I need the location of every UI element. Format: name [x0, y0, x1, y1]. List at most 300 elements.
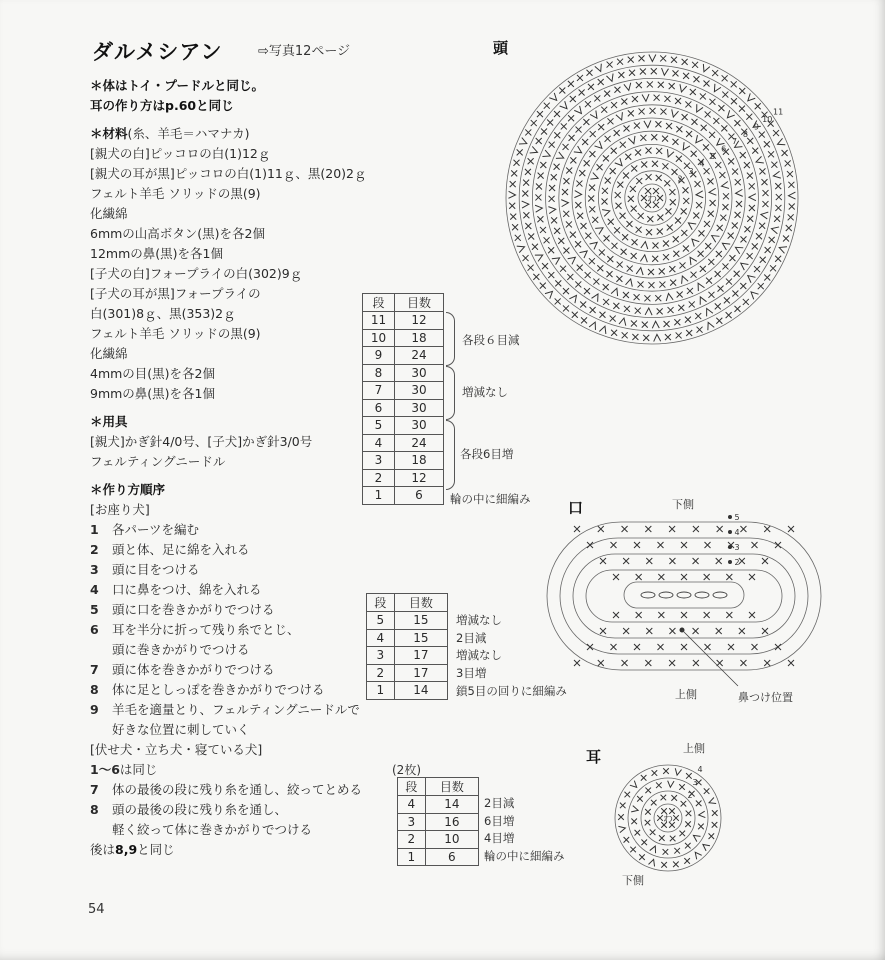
stitch-x: [514, 160, 520, 166]
stitch-x: [634, 123, 640, 129]
materials-item: フェルト羊毛 ソリッドの黒(9): [90, 186, 261, 201]
stitch-x: [559, 88, 565, 94]
table-row-note: 輪の中に細編み: [484, 849, 565, 864]
stitch-x: [536, 138, 542, 144]
stitch-v: [695, 852, 701, 859]
stitch-x: [771, 162, 777, 168]
round-line: [547, 522, 821, 670]
stitch-x: [592, 217, 598, 223]
round-number: 4: [734, 528, 740, 537]
table-row: [398, 813, 479, 831]
stitch-v: [649, 54, 656, 61]
stitch-x: [679, 831, 685, 837]
stitch-v: [652, 321, 659, 328]
stitch-x: [660, 109, 666, 115]
stitch-v: [590, 242, 598, 249]
row-number: 2: [363, 469, 395, 487]
stitch-x: [584, 288, 590, 294]
stitch-v: [707, 309, 713, 317]
materials-item: 化繊綿: [90, 346, 128, 361]
table-row-note: 2目減: [456, 630, 487, 645]
stitch-v: [592, 294, 598, 302]
round-number: 2: [734, 558, 740, 567]
materials-heading-note: (糸、羊毛＝ハマナカ): [127, 126, 250, 141]
table-row-note: 4目増: [484, 831, 515, 846]
stitch-x: [788, 214, 794, 220]
stitch-x: [685, 821, 691, 827]
stitch-x: [773, 130, 779, 136]
table-row: [363, 434, 444, 452]
stitch-x: [681, 801, 687, 807]
chain-stitch: [713, 592, 727, 598]
stitch-v: [654, 334, 661, 341]
row-number: 5: [367, 612, 395, 630]
stitch-x: [598, 79, 604, 85]
stitch-x: [713, 118, 719, 124]
stitch-v: [628, 136, 635, 144]
stitch-x: [544, 237, 550, 243]
stitch-v: [641, 242, 648, 249]
stitch-x: [624, 837, 630, 843]
step-text: 頭に口を巻きかがりでつける: [112, 602, 275, 617]
stitch-v: [642, 94, 649, 101]
stitch-v: [777, 138, 785, 144]
round-number: 10: [762, 114, 773, 124]
stitch-x: [740, 526, 746, 532]
stitch-x: [693, 212, 699, 218]
stitch-x: [646, 558, 652, 564]
stitch-x: [744, 226, 750, 232]
stitch-v: [709, 188, 716, 195]
stitch-x: [669, 660, 675, 666]
stitch-x: [708, 211, 714, 217]
step-number: 5: [90, 602, 99, 617]
stitch-x: [644, 295, 650, 301]
stitch-x: [652, 770, 658, 776]
stitch-x: [679, 262, 685, 268]
stitch-x: [683, 187, 689, 193]
stitch-x: [554, 111, 560, 117]
stitch-x: [693, 628, 699, 634]
stitch-x: [729, 255, 735, 261]
step-text: は同じ: [119, 762, 158, 777]
stitch-x: [672, 70, 678, 76]
stitch-x: [576, 181, 582, 187]
table-row: [363, 417, 444, 435]
stitch-x: [611, 148, 617, 154]
stitch-v: [594, 141, 601, 148]
stitch-x: [770, 265, 776, 271]
stitch-x: [719, 172, 725, 178]
stitch-x: [523, 255, 529, 261]
stitch-x: [732, 222, 738, 228]
stitch-v: [683, 142, 690, 150]
stitch-x: [705, 243, 711, 249]
stitch-x: [747, 138, 753, 144]
stitch-x: [631, 166, 637, 172]
stitch-x: [735, 179, 741, 185]
stitch-count: 18: [394, 452, 443, 470]
stitch-x: [646, 628, 652, 634]
stitch-count: 30: [394, 417, 443, 435]
mouth-stitch-table: [366, 593, 448, 700]
stitch-v: [618, 826, 625, 832]
round-line: [560, 538, 808, 654]
stitch-x: [762, 201, 768, 207]
stitch-v: [727, 110, 734, 117]
stitch-count: 30: [394, 382, 443, 400]
stitch-x: [783, 235, 789, 241]
stitch-x: [668, 307, 674, 313]
stitch-x: [594, 95, 600, 101]
stitch-v: [736, 189, 743, 196]
stitch-count: 17: [394, 647, 447, 665]
stitch-x: [681, 574, 687, 580]
round-start-dot: [728, 530, 732, 534]
stitch-x: [728, 644, 734, 650]
ear-top-label: 上側: [683, 742, 705, 755]
stitch-x: [627, 266, 633, 272]
stitch-x: [608, 219, 614, 225]
stitch-x: [786, 225, 792, 231]
stitch-x: [651, 800, 657, 806]
stitch-x: [558, 238, 564, 244]
stitch-x: [693, 660, 699, 666]
stitch-x: [685, 101, 691, 107]
stitch-x: [567, 274, 573, 280]
stitch-count: 30: [394, 364, 443, 382]
table-row: [363, 399, 444, 417]
stitch-v: [693, 835, 700, 841]
stitch-x: [613, 303, 619, 309]
stitch-x: [623, 172, 629, 178]
stitch-v: [606, 74, 613, 82]
stitch-x: [655, 121, 661, 127]
tools-heading: ＊用具: [90, 414, 128, 429]
stitch-x: [704, 221, 710, 227]
stitch-x: [593, 279, 599, 285]
stitch-x: [732, 291, 738, 297]
stitch-v: [696, 135, 703, 143]
stitch-x: [671, 57, 677, 63]
materials-item: 白(301)8ｇ、黒(353)2ｇ: [90, 306, 236, 321]
stitch-x: [618, 72, 624, 78]
stitch-x: [631, 819, 637, 825]
head-note-even: 増減なし: [462, 385, 508, 399]
stitch-x: [636, 178, 642, 184]
stitch-v: [749, 194, 756, 201]
stitch-x: [577, 265, 583, 271]
stitch-x: [686, 773, 692, 779]
mouth-table-col-count: 目数: [394, 594, 447, 612]
stitch-x: [532, 244, 538, 250]
head-note-decrease: 各段６目減: [462, 333, 520, 347]
stitch-v: [735, 247, 743, 254]
ear-bottom-label: 下側: [622, 874, 644, 887]
stitch-x: [718, 105, 724, 111]
stitch-x: [673, 862, 679, 868]
stitch-x: [658, 542, 664, 548]
row-number: 3: [367, 647, 395, 665]
page-title: ダルメシアン: [92, 40, 223, 64]
stitch-x: [708, 292, 714, 298]
stitch-x: [563, 288, 569, 294]
stitch-x: [728, 158, 734, 164]
bracket: [446, 366, 455, 420]
stitch-x: [686, 330, 692, 336]
row-number: 3: [363, 452, 395, 470]
stitch-x: [631, 253, 637, 259]
stitch-x: [788, 526, 794, 532]
procedure-heading: ＊作り方順序: [90, 482, 166, 497]
stitch-x: [759, 132, 765, 138]
stitch-x: [581, 223, 587, 229]
stitch-count: 6: [425, 848, 478, 866]
stitch-x: [704, 574, 710, 580]
step-text: 耳を半分に折って残り糸でとじ、: [112, 622, 300, 637]
stitch-x: [636, 574, 642, 580]
round-number: 5: [710, 152, 716, 162]
stitch-x: [764, 526, 770, 532]
stitch-v: [535, 205, 542, 212]
stitch-count: 16: [425, 813, 478, 831]
stitch-x: [607, 118, 613, 124]
step-number: 9: [90, 702, 99, 717]
stitch-v: [508, 191, 515, 198]
stitch-x: [639, 854, 645, 860]
stitch-x: [682, 59, 688, 65]
magic-ring-mark: わ: [663, 814, 673, 825]
stitch-v: [699, 811, 706, 817]
step-text: 頭に巻きかがりでつける: [112, 642, 250, 657]
stitch-x: [734, 120, 740, 126]
stitch-x: [709, 132, 715, 138]
stitch-v: [616, 112, 623, 120]
stitch-x: [614, 227, 620, 233]
chain-stitch: [641, 592, 655, 598]
stitch-x: [634, 542, 640, 548]
stitch-x: [676, 332, 682, 338]
stitch-x: [642, 322, 648, 328]
ear-table-col-count: 目数: [425, 778, 478, 796]
stitch-x: [589, 151, 595, 157]
round-start-dot: [728, 515, 732, 519]
intro-line: ＊体はトイ・プードルと同じ。: [90, 78, 265, 93]
stitch-x: [739, 628, 745, 634]
stitch-count: 24: [394, 347, 443, 365]
stitch-x: [613, 612, 619, 618]
stitch-x: [523, 212, 529, 218]
row-number: 11: [363, 312, 395, 330]
stitch-x: [613, 574, 619, 580]
stitch-x: [749, 205, 755, 211]
stitch-x: [761, 179, 767, 185]
stitch-x: [658, 612, 664, 618]
stitch-x: [706, 278, 712, 284]
stitch-x: [635, 308, 641, 314]
stitch-x: [570, 157, 576, 163]
stitch-x: [712, 822, 718, 828]
stitch-x: [572, 312, 578, 318]
ear-quantity: (2枚): [392, 763, 421, 777]
stitch-x: [601, 107, 607, 113]
round-start-dot: [728, 560, 732, 564]
step-number: 2: [90, 542, 99, 557]
stitch-x: [752, 243, 758, 249]
stitch-x: [623, 628, 629, 634]
step-text: 体に足としっぽを巻きかがりでつける: [112, 682, 325, 697]
step-number: 6: [90, 622, 99, 637]
stitch-x: [634, 294, 640, 300]
stitch-x: [522, 190, 528, 196]
stitch-v: [560, 101, 567, 108]
stitch-v: [688, 223, 696, 230]
stitch-v: [675, 768, 681, 775]
stitch-v: [569, 295, 576, 303]
stitch-x: [570, 96, 576, 102]
stitch-x: [698, 230, 704, 236]
stitch-x: [726, 574, 732, 580]
row-number: 4: [363, 434, 395, 452]
row-number: 8: [363, 364, 395, 382]
stitch-x: [536, 183, 542, 189]
stitch-x: [657, 229, 663, 235]
stitch-x: [600, 558, 606, 564]
stitch-x: [568, 115, 574, 121]
stitch-x: [628, 196, 634, 202]
stitch-x: [635, 149, 641, 155]
stitch-v: [590, 173, 598, 180]
stitch-x: [605, 136, 611, 142]
stitch-x: [568, 81, 574, 87]
stitch-x: [579, 90, 585, 96]
table-row: [363, 382, 444, 400]
stitch-x: [658, 82, 664, 88]
stitch-x: [709, 833, 715, 839]
stitch-x: [664, 180, 670, 186]
stitch-x: [563, 178, 569, 184]
table-row-note: 2目減: [484, 796, 515, 810]
stitch-x: [640, 135, 646, 141]
stitch-x: [646, 229, 652, 235]
stitch-x: [533, 274, 539, 280]
stitch-x: [674, 319, 680, 325]
stitch-x: [685, 843, 691, 849]
stitch-v: [626, 279, 633, 287]
mouth-label: 口: [568, 499, 584, 517]
stitch-x: [755, 103, 761, 109]
stitch-x: [662, 163, 668, 169]
row-number: 10: [363, 329, 395, 347]
stitch-x: [740, 152, 746, 158]
stitch-x: [510, 214, 516, 220]
round-number: 2: [677, 174, 683, 184]
stitch-count: 14: [425, 796, 478, 814]
stitch-x: [636, 82, 642, 88]
stitch-x: [685, 317, 691, 323]
stitch-v: [703, 844, 710, 850]
stitch-x: [735, 212, 741, 218]
stitch-x: [620, 213, 626, 219]
stitch-x: [638, 281, 644, 287]
stitch-x: [620, 142, 626, 148]
stitch-x: [615, 192, 621, 198]
stitch-x: [623, 292, 629, 298]
page-number: 54: [88, 902, 105, 917]
stitch-x: [712, 810, 718, 816]
stitch-x: [759, 223, 765, 229]
tools-item: フェルティングニードル: [90, 454, 226, 469]
stitch-x: [747, 173, 753, 179]
stitch-count: 18: [394, 329, 443, 347]
stitch-x: [616, 276, 622, 282]
stitch-x: [647, 81, 653, 87]
stitch-x: [698, 824, 704, 830]
stitch-x: [531, 120, 537, 126]
stitch-x: [787, 171, 793, 177]
table-row: [363, 312, 444, 330]
stitch-x: [660, 55, 666, 61]
stitch-x: [540, 227, 546, 233]
materials-item: [子犬の耳が黒]フォープライの: [90, 286, 261, 301]
stitch-v: [779, 247, 787, 254]
leader-line: [682, 630, 738, 686]
step-text: 軽く絞って体に巻きかがりでつける: [112, 822, 313, 837]
stitch-x: [611, 330, 617, 336]
stitch-x: [722, 204, 728, 210]
stitch-x: [617, 182, 623, 188]
stitch-x: [663, 254, 669, 260]
stitch-x: [544, 103, 550, 109]
procedure-group-other: [伏せ犬・立ち犬・寝ている犬]: [90, 742, 263, 757]
stitch-x: [554, 132, 560, 138]
stitch-x: [583, 119, 589, 125]
stitch-v: [721, 182, 728, 189]
head-table-col-count: 目数: [394, 294, 443, 312]
stitch-v: [722, 243, 730, 250]
stitch-count: 12: [394, 469, 443, 487]
row-number: 5: [363, 417, 395, 435]
stitch-x: [673, 251, 679, 257]
stitch-x: [752, 542, 758, 548]
round-number: 3: [688, 167, 694, 177]
stitch-x: [509, 203, 515, 209]
stitch-x: [726, 279, 732, 285]
stitch-x: [607, 271, 613, 277]
stitch-x: [621, 98, 627, 104]
stitch-x: [555, 280, 561, 286]
stitch-x: [528, 158, 534, 164]
stitch-v: [568, 257, 576, 264]
stitch-x: [728, 233, 734, 239]
stitch-x: [648, 269, 654, 275]
stitch-x: [585, 101, 591, 107]
stitch-x: [663, 768, 669, 774]
stitch-x: [718, 286, 724, 292]
stitch-v: [556, 152, 564, 158]
stitch-x: [580, 302, 586, 308]
stitch-v: [545, 291, 552, 298]
stitch-x: [605, 178, 611, 184]
stitch-x: [664, 96, 670, 102]
head-note-increase: 各段6目増: [460, 447, 514, 461]
stitch-count: 17: [394, 664, 447, 682]
stitch-x: [769, 237, 775, 243]
stitch-x: [696, 202, 702, 208]
stitch-x: [764, 274, 770, 280]
stitch-x: [652, 242, 658, 248]
stitch-x: [731, 81, 737, 87]
